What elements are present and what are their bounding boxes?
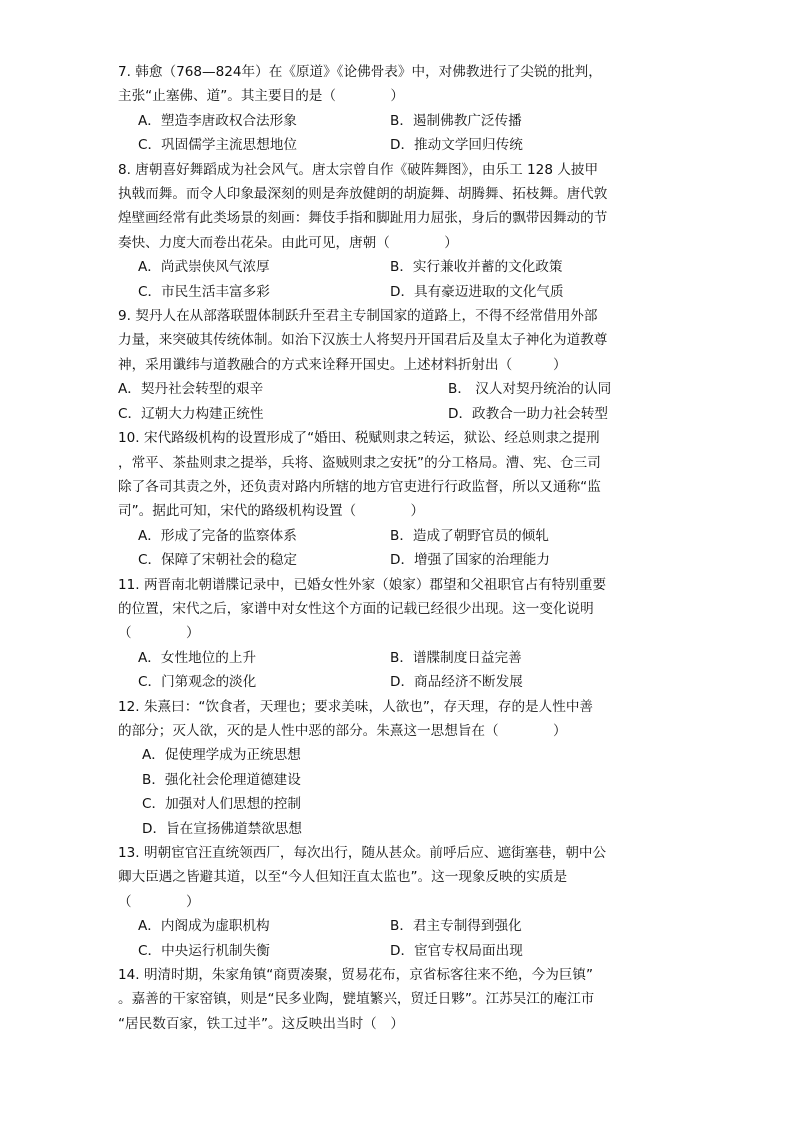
question-9 — [118, 304, 678, 377]
question-9-line-2: 力量，来突破其传统体制。如治下汉族士人将契丹开国君后及皇太子神化为道教尊 — [118, 332, 608, 349]
option-d[interactable]: D．推动文学回归传统 — [390, 137, 523, 154]
question-12-options — [118, 743, 678, 841]
option-c[interactable]: C．中央运行机制失衡 — [138, 942, 270, 959]
question-14-line-2: 。嘉善的干家窑镇，则是“民多业陶，甓埴繁兴，贸迁日夥”。江苏吴江的庵江市 — [118, 991, 595, 1008]
question-9-line-3: 神，采用谶纬与道教融合的方式来诠释开国史。上述材料折射出（ ） — [118, 356, 567, 373]
option-c[interactable]: C．市民生活丰富多彩 — [138, 283, 270, 300]
question-14-line-3: “居民数百家，铁工过半”。这反映出当时（ ） — [118, 1015, 404, 1032]
question-13-line-1: 13. 明朝宦官汪直统领西厂，每次出行，随从甚众。前呼后应、遮街塞巷，朝中公 — [118, 845, 607, 861]
question-8-line-2: 执戟而舞。而令人印象最深刻的则是奔放健朗的胡旋舞、胡腾舞、拓枝舞。唐代敦 — [118, 186, 608, 203]
option-a[interactable]: A．促使理学成为正统思想 — [142, 747, 301, 764]
option-b[interactable]: B．强化社会伦理道德建设 — [142, 771, 301, 788]
question-14-line-1: 14. 明清时期，朱家角镇“商贾凑聚，贸易花布，京省标客往来不绝，今为巨镇” — [118, 967, 594, 984]
question-10-options — [118, 524, 678, 573]
question-13 — [118, 841, 678, 914]
option-c[interactable]: C．辽朝大力构建正统性 — [118, 405, 264, 422]
question-9-line-1: 9. 契丹人在从部落联盟体制跃升至君主专制国家的道路上，不得不经常借用外部 — [118, 308, 598, 325]
option-b[interactable]: B．实行兼收并蓄的文化政策 — [390, 259, 563, 276]
question-7-options — [118, 109, 678, 158]
question-10 — [118, 426, 678, 524]
question-11-line-3: （ ） — [118, 625, 200, 642]
question-11 — [118, 573, 678, 646]
option-d[interactable]: D．宦官专权局面出现 — [390, 942, 523, 959]
option-b[interactable]: B． 汉人对契丹统治的认同 — [448, 381, 612, 398]
question-11-line-1: 11. 两晋南北朝谱牒记录中，已婚女性外家（娘家）郡望和父祖职官占有特别重要 — [118, 576, 607, 593]
option-a[interactable]: A．形成了完备的监察体系 — [138, 527, 297, 544]
question-12-line-1: 12. 朱熹曰：“饮食者，天理也；要求美味，人欲也”，存天理，存的是人性中善 — [118, 698, 594, 715]
option-a[interactable]: A．内阁成为虚职机构 — [138, 918, 270, 935]
option-b[interactable]: B．君主专制得到强化 — [390, 918, 522, 935]
question-13-line-3: （ ） — [118, 893, 200, 910]
option-a[interactable]: A．女性地位的上升 — [138, 649, 257, 666]
question-12-line-2: 的部分；灭人欲，灭的是人性中恶的部分。朱熹这一思想旨在（ ） — [118, 722, 567, 739]
exam-page — [118, 60, 678, 1036]
option-c[interactable]: C．加强对人们思想的控制 — [142, 796, 302, 813]
question-9-options — [118, 377, 678, 426]
question-7-line-2: 主张“止塞佛、道”。其主要目的是（ ） — [118, 88, 404, 105]
option-c[interactable]: C．巩固儒学主流思想地位 — [138, 137, 298, 154]
option-c[interactable]: C．门第观念的淡化 — [138, 674, 257, 691]
question-13-options — [118, 914, 678, 963]
option-a[interactable]: A．塑造李唐政权合法形象 — [138, 112, 297, 129]
question-8 — [118, 158, 678, 256]
option-a[interactable]: A．契丹社会转型的艰辛 — [118, 381, 264, 398]
option-d[interactable]: D．旨在宣扬佛道禁欲思想 — [142, 820, 302, 837]
question-8-options — [118, 255, 678, 304]
question-13-line-2: 卿大臣遇之皆避其道，以至“今人但知汪直太监也”。这一现象反映的实质是 — [118, 869, 568, 886]
question-10-line-3: 除了各司其责之外，还负责对路内所辖的地方官吏进行行政监督，所以又通称“监 — [118, 478, 601, 495]
option-b[interactable]: B．遏制佛教广泛传播 — [390, 112, 522, 129]
question-10-line-2: ，常平、茶盐则隶之提举，兵将、盗贼则隶之安抚”的分工格局。漕、宪、仓三司 — [118, 454, 601, 471]
question-8-line-4: 奏快、力度大而卷出花朵。由此可见，唐朝（ ） — [118, 234, 458, 251]
question-8-line-3: 煌壁画经常有此类场景的刻画：舞伎手指和脚趾用力屈张，身后的飘带因舞动的节 — [118, 210, 608, 227]
question-11-line-2: 的位置，宋代之后，家谱中对女性这个方面的记载已经很少出现。这一变化说明 — [118, 600, 594, 617]
option-c[interactable]: C．保障了宋朝社会的稳定 — [138, 552, 298, 569]
question-7 — [118, 60, 678, 109]
option-b[interactable]: B．造成了朝野官员的倾轧 — [390, 527, 549, 544]
option-d[interactable]: D．商品经济不断发展 — [390, 674, 523, 691]
question-10-line-1: 10. 宋代路级机构的设置形成了“婚田、税赋则隶之转运，狱讼、经总则隶之提刑 — [118, 430, 600, 447]
question-10-line-4: 司”。据此可知，宋代的路级机构设置（ ） — [118, 503, 425, 520]
question-7-line-1: 7. 韩愈（768—824年）在《原道》《论佛骨表》中，对佛教进行了尖锐的批判， — [118, 64, 602, 80]
option-d[interactable]: D．政教合一助力社会转型 — [448, 405, 608, 422]
question-12 — [118, 695, 678, 744]
option-d[interactable]: D．增强了国家的治理能力 — [390, 552, 550, 569]
question-8-line-1: 8. 唐朝喜好舞蹈成为社会风气。唐太宗曾自作《破阵舞图》，由乐工 128 人披甲 — [118, 161, 599, 178]
option-b[interactable]: B．谱牒制度日益完善 — [390, 649, 522, 666]
question-11-options — [118, 646, 678, 695]
option-d[interactable]: D．具有豪迈进取的文化气质 — [390, 283, 564, 300]
question-14 — [118, 963, 678, 1036]
option-a[interactable]: A．尚武崇侠风气浓厚 — [138, 259, 270, 276]
